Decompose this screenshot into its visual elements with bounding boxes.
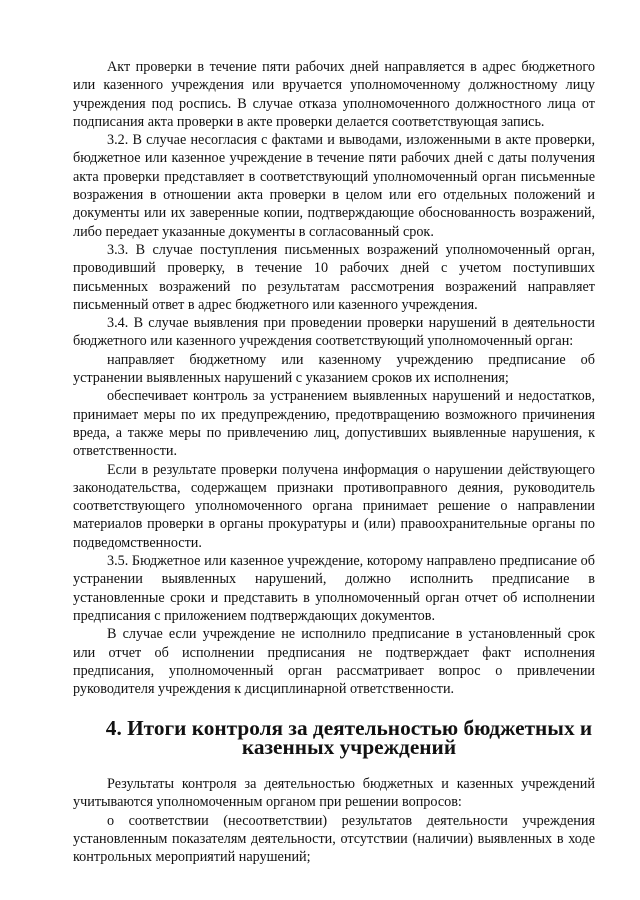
paragraph-ensures-control: обеспечивает контроль за устранением выявленных нарушений и недостатков, принимает меры по их предупреждению, предотвращению возможного причинения вреда, а также меры по привлечению лиц, допустивших выявленные нарушения, к ответственности. <box>73 388 595 460</box>
paragraph-results-usage: Результаты контроля за деятельностью бюджетных и казенных учреждений учитываются уполномоченным органом при решении вопросов: <box>73 775 595 811</box>
paragraph-sends-prescription: направляет бюджетному или казенному учреждению предписание об устранении выявленных нарушений с указанием сроков их исполнения; <box>73 351 595 387</box>
paragraph-3-3-response: 3.3. В случае поступления письменных возражений уполномоченный орган, проводивший проверку, в течение 10 рабочих дней с учетом поступивших письменных возражений по результатам рассмотрения возражений направляет письменный ответ в адрес бюджетного или казенного учреждения. <box>73 241 595 313</box>
paragraph-3-4-violations: 3.4. В случае выявления при проведении проверки нарушений в деятельности бюджетного или казенного учреждения соответствующий уполномоченный орган: <box>73 315 595 350</box>
section-heading: 4. Итоги контроля за деятельностью бюджетных и казенных учреждений <box>105 716 593 759</box>
paragraph-non-execution: В случае если учреждение не исполнило предписание в установленный срок или отчет об исполнении предписания не подтверждает факт исполнения предписания, уполномоченный орган рассматривает вопрос о привлечении руководителя учреждения к дисциплинарной ответственности. <box>73 626 595 698</box>
paragraph-3-5-execution: 3.5. Бюджетное или казенное учреждение, которому направлено предписание об устранении выявленных нарушений, должно исполнить предписание в установленные сроки и представить в уполномоченный орган отчет об исполнении предписания с приложением подтверждающих документов. <box>73 553 595 624</box>
paragraph-law-violation: Если в результате проверки получена информация о нарушении действующего законодательства, содержащем признаки противоправного деяния, руководитель соответствующего уполномоченного органа принимает решение о направлении материалов проверки в органы прокуратуры и (или) правоохранительные органы по подведомственности. <box>73 461 595 551</box>
document-page <box>73 58 595 866</box>
paragraph-3-2-objections: 3.2. В случае несогласия с фактами и выводами, изложенными в акте проверки, бюджетное или казенное учреждение в течение пяти рабочих дней с даты получения акта проверки представляет в соответствующий уполномоченный орган письменные возражения в отношении акта проверки в целом или его отдельных положений и документы или их заверенные копии, подтверждающие обоснованность возражений, либо передает указанные документы в согласованный срок. <box>73 132 595 240</box>
paragraph-act-delivery: Акт проверки в течение пяти рабочих дней направляется в адрес бюджетного или казенного учреждения или вручается уполномоченному должностному лицу учреждения под роспись. В случае отказа уполномоченного должностного лица от подписания акта проверки в акте проверки делается соответствующая запись. <box>73 59 595 130</box>
paragraph-compliance: о соответствии (несоответствии) результатов деятельности учреждения установленным показателям деятельности, отсутствии (наличии) выявленных в ходе контрольных мероприятий нарушений; <box>73 812 595 866</box>
